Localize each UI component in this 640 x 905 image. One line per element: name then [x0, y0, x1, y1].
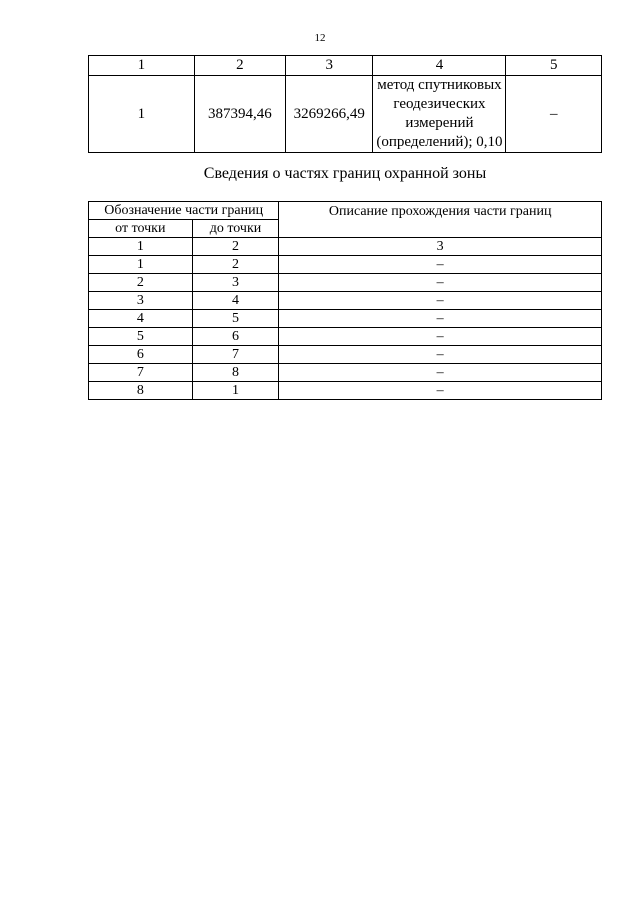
from-point-header: от точки [89, 220, 193, 238]
coordinates-table-row [89, 76, 602, 153]
description-cell: – [279, 364, 602, 382]
description-cell: – [279, 346, 602, 364]
table-row [89, 256, 602, 274]
point-number-cell: 1 [89, 76, 195, 153]
from-point-cell: 8 [89, 382, 193, 400]
boundary-table-header-row [89, 202, 602, 220]
table-row [89, 364, 602, 382]
table-row [89, 292, 602, 310]
table-row [89, 346, 602, 364]
description-header: Описание прохождения части границ [279, 202, 602, 238]
description-cell: – [279, 256, 602, 274]
to-point-header: до точки [192, 220, 279, 238]
from-point-cell: 1 [89, 238, 193, 256]
description-cell: 3 [279, 238, 602, 256]
coordinates-header-cell: 4 [373, 56, 506, 76]
description-cell: – [279, 292, 602, 310]
table-row [89, 382, 602, 400]
section-title: Сведения о частях границ охранной зоны [203, 165, 487, 182]
coordinates-header-cell: 5 [506, 56, 602, 76]
page-number: 12 [314, 32, 326, 44]
table-row [89, 328, 602, 346]
from-point-cell: 6 [89, 346, 193, 364]
method-line: метод спутниковых [377, 77, 502, 93]
to-point-cell: 3 [192, 274, 279, 292]
boundary-table-body [89, 238, 602, 400]
to-point-cell: 2 [192, 238, 279, 256]
coordinates-header-cell: 1 [89, 56, 195, 76]
description-cell: – [279, 328, 602, 346]
to-point-cell: 5 [192, 310, 279, 328]
from-point-cell: 7 [89, 364, 193, 382]
coordinate-x-cell: 387394,46 [194, 76, 285, 153]
method-line: измерений [405, 115, 474, 131]
description-cell: – [506, 76, 602, 153]
from-point-cell: 4 [89, 310, 193, 328]
description-cell: – [279, 310, 602, 328]
to-point-cell: 6 [192, 328, 279, 346]
to-point-cell: 8 [192, 364, 279, 382]
coordinates-header-cell: 2 [194, 56, 285, 76]
coordinate-y-cell: 3269266,49 [286, 76, 373, 153]
coordinates-table-header-row [89, 56, 602, 76]
boundary-parts-table [88, 201, 602, 400]
description-cell: – [279, 382, 602, 400]
boundary-group-header: Обозначение части границ [89, 202, 279, 220]
description-cell: – [279, 274, 602, 292]
from-point-cell: 2 [89, 274, 193, 292]
table-row [89, 238, 602, 256]
from-point-cell: 1 [89, 256, 193, 274]
method-line: (определений); 0,10 [376, 134, 503, 150]
coordinates-table [88, 55, 602, 153]
from-point-cell: 3 [89, 292, 193, 310]
coordinates-header-cell: 3 [286, 56, 373, 76]
method-line: геодезических [393, 96, 486, 112]
to-point-cell: 1 [192, 382, 279, 400]
to-point-cell: 4 [192, 292, 279, 310]
table-row [89, 310, 602, 328]
to-point-cell: 2 [192, 256, 279, 274]
method-cell [373, 76, 506, 153]
from-point-cell: 5 [89, 328, 193, 346]
table-row [89, 274, 602, 292]
to-point-cell: 7 [192, 346, 279, 364]
